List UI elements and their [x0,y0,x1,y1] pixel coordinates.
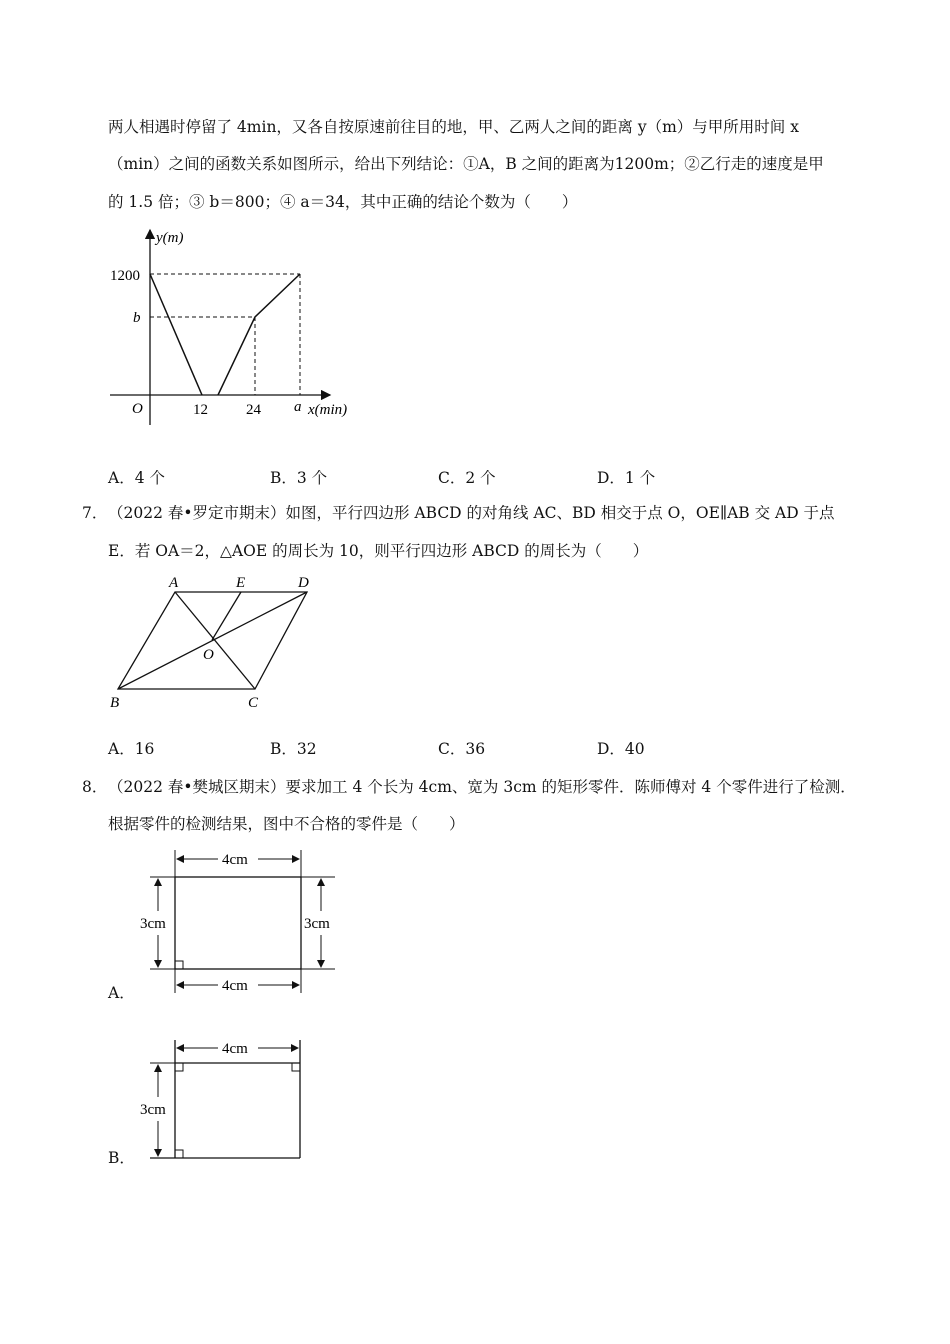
q7-option-b[interactable]: B．32 [270,740,317,758]
q7-option-d[interactable]: D．40 [597,740,645,758]
q8-option-b-label[interactable]: B． [108,1149,135,1167]
q7-option-c[interactable]: C．36 [438,740,486,758]
q8-option-a-label[interactable]: A． [108,984,135,1002]
q6-option-a[interactable]: A．4 个 [108,469,165,487]
part-a-left-dim: 3cm [140,916,166,932]
part-a-rectangle [175,877,301,969]
q6-distance-time-graph [100,225,370,435]
q6-option-d[interactable]: D．1 个 [597,469,656,487]
function-line-approach [150,274,202,395]
q7-text-line-1: （2022 春•罗定市期末）如图，平行四边形 ABCD 的对角线 AC、BD 相交于点 O，OE∥AB 交 AD 于点 [108,504,835,522]
q7-number: 7． [82,504,108,522]
x-axis-label: x(min) [308,402,348,418]
y-tick-b: b [133,310,141,326]
q7-option-a[interactable]: A．16 [108,740,155,758]
q6-text-line-2: （min）之间的函数关系如图所示，给出下列结论：①A，B 之间的距离为1200m；②乙行走的速度是甲 [108,155,824,173]
diagonal-ac [175,592,255,689]
part-a-right-dim: 3cm [304,916,330,932]
label-e: E [236,575,246,591]
q8-figure-a [100,845,360,995]
q6-text-line-3: 的 1.5 倍；③ b＝800；④ a＝34，其中正确的结论个数为（ ） [108,193,578,211]
label-b: B [110,695,120,711]
q8-text-line-1: （2022 春•樊城区期末）要求加工 4 个长为 4cm、宽为 3cm 的矩形零件．陈师傅对 4 个零件进行了检测． [108,778,856,796]
q7-parallelogram-figure [100,570,330,715]
part-a-bottom-dim: 4cm [222,978,248,994]
label-a: A [169,575,179,591]
label-o: O [203,647,214,663]
q7-text-line-2: E．若 OA＝2，△AOE 的周长为 10，则平行四边形 ABCD 的周长为（ ） [108,542,649,560]
label-d: D [298,575,309,591]
x-tick-12: 12 [193,402,208,418]
part-b-top-dim: 4cm [222,1041,248,1057]
function-line-separate [218,274,300,395]
q6-option-c[interactable]: C．2 个 [438,469,496,487]
label-c: C [248,695,259,711]
q8-figure-b [100,1035,360,1165]
y-axis-label: y(m) [156,230,184,246]
x-tick-a: a [294,399,302,415]
part-b-left-dim: 3cm [140,1102,166,1118]
part-a-top-dim: 4cm [222,852,248,868]
x-tick-24: 24 [246,402,261,418]
q8-text-line-2: 根据零件的检测结果，图中不合格的零件是（ ） [108,815,465,833]
y-tick-1200: 1200 [110,268,140,284]
q6-text-line-1: 两人相遇时停留了 4min，又各自按原速前往目的地，甲、乙两人之间的距离 y（m）与甲所用时间 x [108,118,799,136]
q6-option-b[interactable]: B．3 个 [270,469,328,487]
q8-number: 8． [82,778,108,796]
origin-label: O [132,401,143,417]
